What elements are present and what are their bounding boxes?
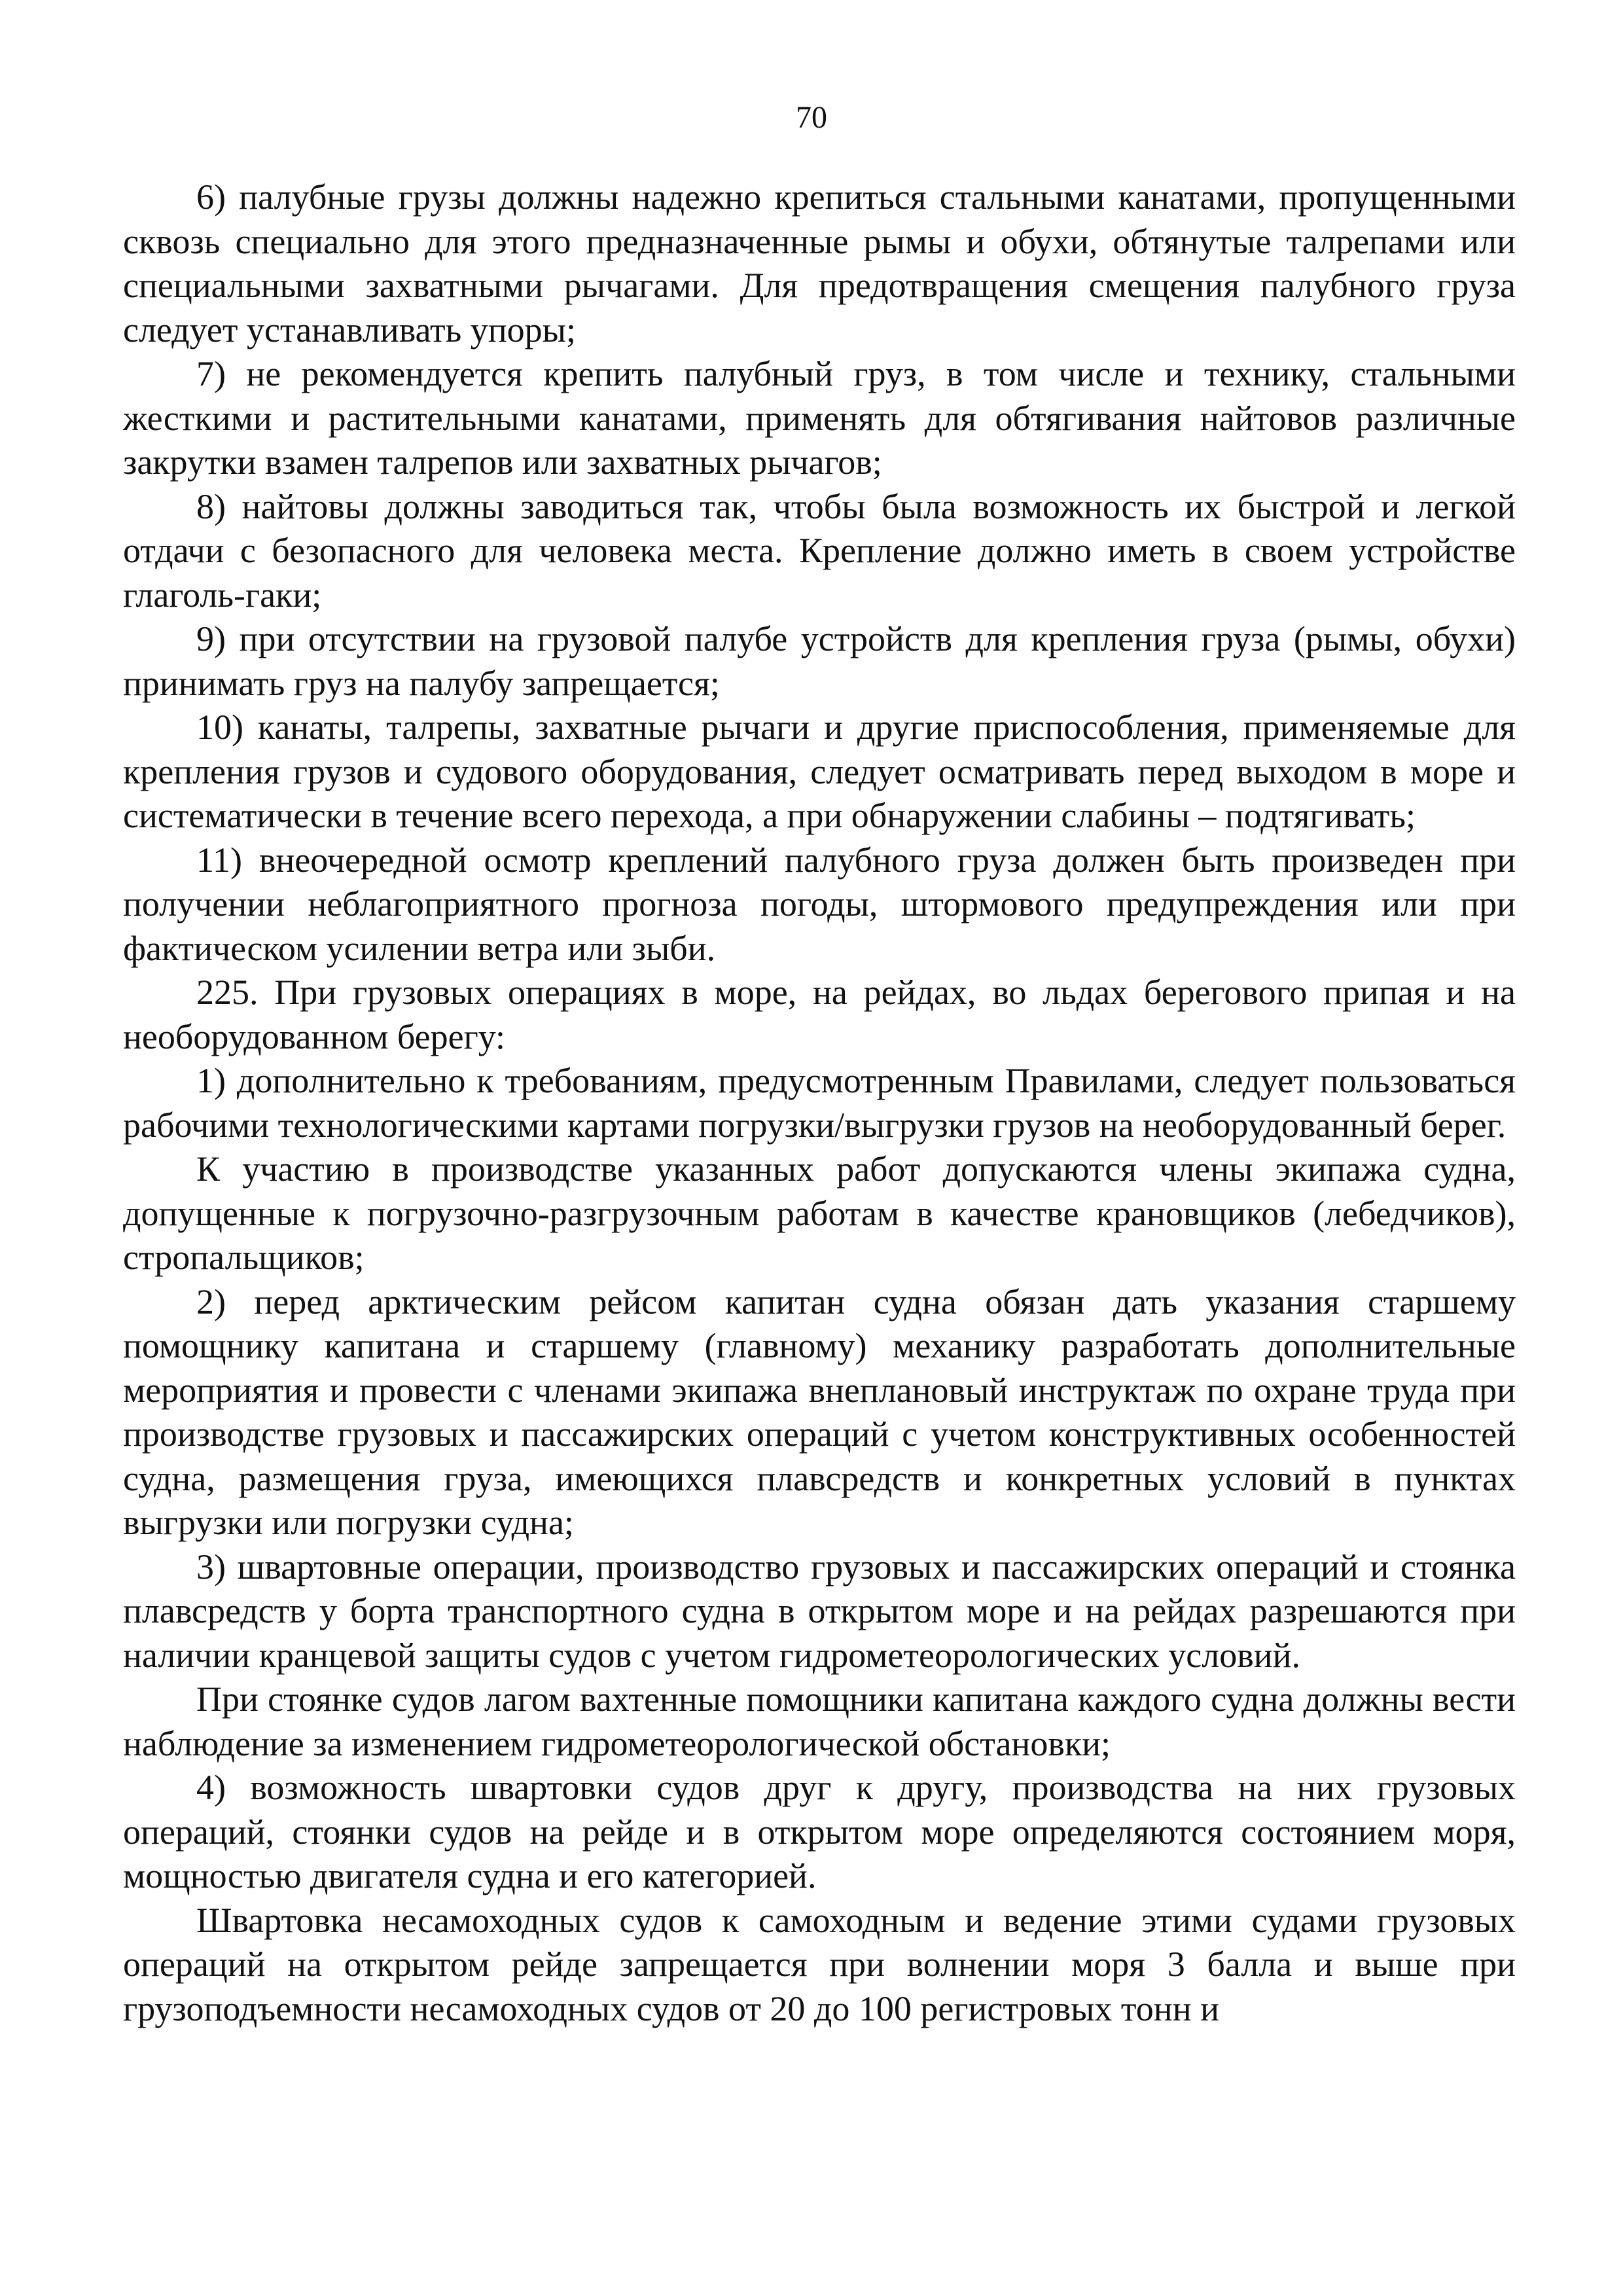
paragraph-item-10: 10) канаты, талрепы, захватные рычаги и другие приспособления, применяемые для крепления грузов и судового оборудования, следует осматривать перед выходом в море и систематически в течение всего перехода, а при обнаружении слабины – подтягивать; (123, 708, 1516, 835)
paragraph-item-8: 8) найтовы должны заводиться так, чтобы была возможность их быстрой и легкой отдачи с безопасного для человека места. Крепление должно иметь в своем устройстве глаголь-гаки; (123, 486, 1516, 615)
page-number: 70 (796, 100, 827, 135)
paragraph-225-item-1-continuation: К участию в производстве указанных работ допускаются члены экипажа судна, допущенные к погрузочно-разгрузочным работам в качестве крановщиков (лебедчиков), стропальщиков; (123, 1149, 1516, 1277)
paragraph-225-item-3: 3) швартовные операции, производство грузовых и пассажирских операций и стоянка плавсредств у борта транспортного судна в открытом море и на рейдах разрешаются при наличии кранцевой защиты судов с учетом гидрометеорологических условий. (123, 1547, 1516, 1675)
paragraph-item-6: 6) палубные грузы должны надежно крепиться стальными канатами, пропущенными сквозь специально для этого предназначенные рымы и обухи, обтянутые талрепами или специальными захватными рычагами. Для предотвращения смещения палубного груза следует устанавливать упоры; (123, 177, 1516, 350)
paragraph-item-9: 9) при отсутствии на грузовой палубе устройств для крепления груза (рымы, обухи) принимать груз на палубу запрещается; (123, 619, 1516, 703)
paragraph-item-7: 7) не рекомендуется крепить палубный груз, в том числе и технику, стальными жесткими и растительными канатами, применять для обтягивания найтовов различные закрутки взамен талрепов или захватных рычагов; (123, 354, 1516, 482)
paragraph-225-item-4-continuation: Швартовка несамоходных судов к самоходным и ведение этими судами грузовых операций на открытом рейде запрещается при волнении моря 3 балла и выше при грузоподъемности несамоходных судов от 20 до 100 регистровых тонн и (123, 1900, 1516, 2028)
paragraph-225-item-2: 2) перед арктическим рейсом капитан судна обязан дать указания старшему помощнику капитана и старшему (главному) механику разработать дополнительные мероприятия и провести с членами экипажа внеплановый инструктаж по охране труда при производстве грузовых и пассажирских операций с учетом конструктивных особенностей судна, размещения груза, имеющихся плавсредств и конкретных условий в пунктах выгрузки или погрузки судна; (123, 1282, 1516, 1542)
body-text (123, 175, 1516, 2031)
paragraph-item-11: 11) внеочередной осмотр креплений палубного груза должен быть произведен при получении неблагоприятного прогноза погоды, штормового предупреждения или при фактическом усилении ветра или зыби. (123, 840, 1516, 968)
paragraph-225-item-1: 1) дополнительно к требованиям, предусмотренным Правилами, следует пользоваться рабочими технологическими картами погрузки/выгрузки грузов на необорудованный берег. (123, 1061, 1516, 1145)
paragraph-225-item-4: 4) возможность швартовки судов друг к другу, производства на них грузовых операций, стоянки судов на рейде и в открытом море определяются состоянием моря, мощностью двигателя судна и его категорией. (123, 1768, 1516, 1895)
paragraph-section-225: 225. При грузовых операциях в море, на рейдах, во льдах берегового припая и на необорудованном берегу: (123, 973, 1516, 1056)
paragraph-225-item-3-continuation: При стоянке судов лагом вахтенные помощники капитана каждого судна должны вести наблюдение за изменением гидрометеорологической обстановки; (123, 1679, 1516, 1763)
